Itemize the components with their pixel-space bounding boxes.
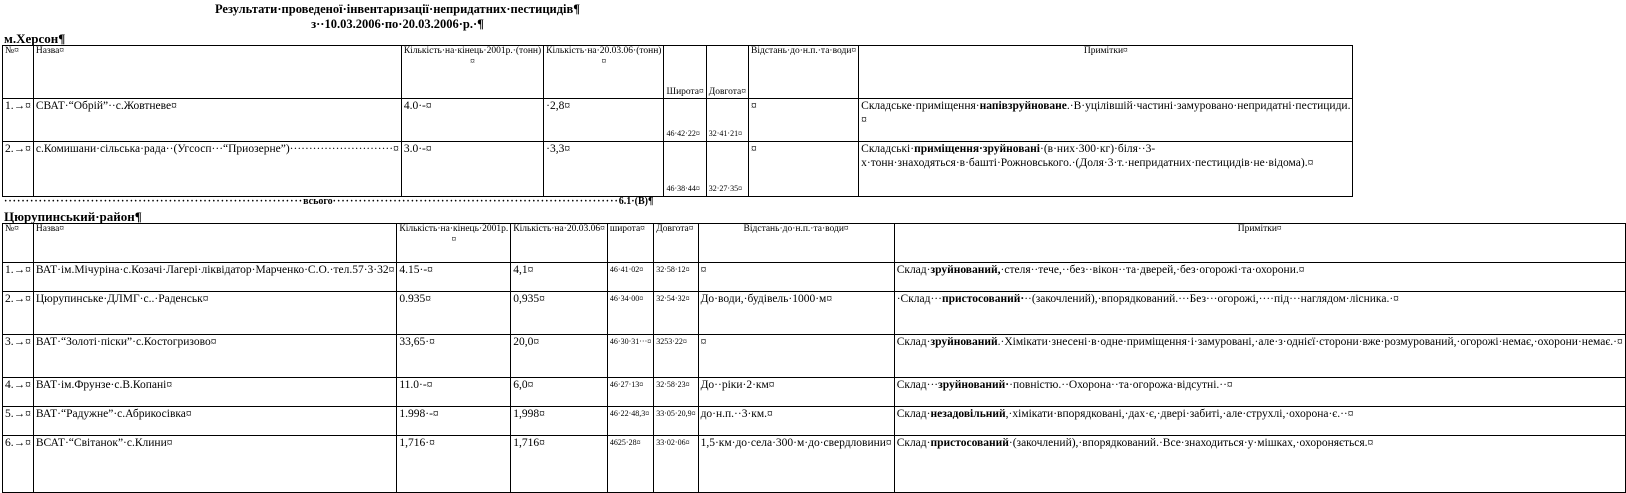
total-dots: ··································································: [332, 196, 619, 207]
row-number: 2.→¤: [3, 142, 34, 197]
row-qty-2001: 0.935¤: [397, 292, 511, 335]
row-qty-2001: 4.15·-¤: [397, 263, 511, 292]
row-name: СВАТ·“Обрій”··с.Жовтневе¤: [33, 99, 401, 142]
header-name: Назва¤: [33, 46, 401, 99]
row-longitude: 33·05·20,9¤: [654, 407, 698, 436]
row-distance: до·н.п.··3·км.¤: [698, 407, 894, 436]
row-notes: Склад·незадовільний,·хімікати·впорядковані,·дах·є,·двері·забиті,·але·струхлі,·охорона·є.··¤: [894, 407, 1625, 436]
row-longitude: 32·27·35¤: [706, 142, 748, 197]
table-row: [3, 99, 1353, 142]
row-notes: Склад·зруйнований,·стеля··тече,··без··вікон··та·дверей,·без·огорожі·та·охорони.¤: [894, 263, 1625, 292]
header-notes: Примітки¤: [859, 46, 1353, 99]
row-number: 6.→¤: [3, 436, 34, 493]
row-name: ВАТ·“Радужне”·с.Абрикосівка¤: [33, 407, 396, 436]
header-latitude: широта¤: [607, 224, 653, 263]
row-number: 1.→¤: [3, 99, 34, 142]
row-qty-2006: 6,0¤: [511, 378, 608, 407]
header-distance: Відстань·до·н.п.·та·води¤: [698, 224, 894, 263]
row-notes: Склад·зруйнований.·Хімікати·знесені·в·одне·приміщення·і·замуровані,·але·з·однієї·сторони·вже·розмурований,·огорожі·немає,·охорони·немає.·¤: [894, 335, 1625, 378]
row-latitude: 46·22·48,3¤: [607, 407, 653, 436]
table-row: [3, 263, 1626, 292]
total-label: всього: [303, 196, 333, 207]
row-name: ВАТ·ім.Фрунзе·с.В.Копані¤: [33, 378, 396, 407]
row-qty-2006: ·2,8¤: [544, 99, 664, 142]
row-longitude: 32·54·32¤: [654, 292, 698, 335]
row-longitude: 3253·22¤: [654, 335, 698, 378]
table-row: [3, 436, 1626, 493]
header-qty-2006: Кількість·на·20.03.06·(тонн)¤: [544, 46, 664, 99]
row-distance: До··ріки·2·км¤: [698, 378, 894, 407]
table-header-row: [3, 224, 1626, 263]
table-row: [3, 292, 1626, 335]
header-qty-2001: Кількість·на·кінець·2001р.·(тонн)¤: [401, 46, 543, 99]
section-heading-kherson: м.Херсон¶: [4, 31, 66, 46]
row-qty-2001: 11.0·-¤: [397, 378, 511, 407]
row-notes: Склад···зруйнований··повністю.··Охорона··та·огорожа·відсутні.··¤: [894, 378, 1625, 407]
row-number: 5.→¤: [3, 407, 34, 436]
header-number: №¤: [3, 46, 34, 99]
header-latitude: Широта¤: [664, 46, 706, 99]
row-number: 3.→¤: [3, 335, 34, 378]
row-distance: ¤: [749, 142, 859, 197]
row-qty-2006: 0,935¤: [511, 292, 608, 335]
row-longitude: 32·58·12¤: [654, 263, 698, 292]
tsiurupynsk-table: [2, 223, 1626, 493]
row-distance: ¤: [698, 263, 894, 292]
table-header-row: [3, 46, 1353, 99]
row-latitude: 46·41·02¤: [607, 263, 653, 292]
row-name: ВАТ·ім.Мічуріна·с.Козачі·Лагері·ліквідатор·Марченко·С.О.·тел.57·3·32¤: [33, 263, 396, 292]
row-distance: ¤: [698, 335, 894, 378]
row-name: с.Комишани·сільська·рада··(Угсосп···“Приозерне”)···························¤: [33, 142, 401, 197]
header-qty-2006: Кількість·на·20.03.06¤: [511, 224, 608, 263]
total-line: [4, 196, 792, 207]
row-latitude: 46·38·44¤: [664, 142, 706, 197]
row-qty-2001: 3.0·-¤: [401, 142, 543, 197]
row-latitude: 4625·28¤: [607, 436, 653, 493]
total-value: 6.1·(В)¶: [618, 196, 654, 207]
row-notes: Складське·приміщення·напівзруйноване.·В·уцілівшій·частині·замуровано·непридатні·пестициди.¤: [859, 99, 1353, 142]
row-qty-2006: ·3,3¤: [544, 142, 664, 197]
header-name: Назва¤: [33, 224, 396, 263]
table-row: [3, 378, 1626, 407]
row-number: 1.→¤: [3, 263, 34, 292]
row-notes: ·Склад···пристосований···(закочлений),·впорядкований.···Без···огорожі,····під···наглядом·лісника.·¤: [894, 292, 1625, 335]
table-row: [3, 142, 1353, 197]
row-name: Цюрупинське·ДЛМГ·с..·Раденськ¤: [33, 292, 396, 335]
document-title-line-2: з··10.03.2006·по·20.03.2006·р.·¶: [311, 17, 484, 31]
row-qty-2006: 4,1¤: [511, 263, 608, 292]
row-longitude: 32·41·21¤: [706, 99, 748, 142]
kherson-table: [2, 45, 1353, 197]
row-latitude: 46·27·13¤: [607, 378, 653, 407]
row-notes: Склад·пристосований·(закочлений),·впорядкований.·Все·знаходиться·у·мішках,·охороняється.¤: [894, 436, 1625, 493]
row-latitude: 46·30·31···¤: [607, 335, 653, 378]
total-dots: ·····································································: [4, 196, 304, 207]
header-longitude: Довгота¤: [706, 46, 748, 99]
row-qty-2001: 1,716·¤: [397, 436, 511, 493]
header-notes: Примітки¤: [894, 224, 1625, 263]
table-row: [3, 407, 1626, 436]
document-title-line-1: Результати·проведеної·інвентаризації·непридатних·пестицидів¶: [214, 2, 581, 16]
row-qty-2001: 33,65·¤: [397, 335, 511, 378]
row-qty-2001: 4.0·-¤: [401, 99, 543, 142]
row-qty-2006: 1,716¤: [511, 436, 608, 493]
row-distance: До·води,·будівель·1000·м¤: [698, 292, 894, 335]
row-longitude: 33·02·06¤: [654, 436, 698, 493]
row-number: 2.→¤: [3, 292, 34, 335]
row-distance: 1,5·км·до·села·300·м·до·свердловини¤: [698, 436, 894, 493]
row-qty-2001: 1.998·-¤: [397, 407, 511, 436]
row-latitude: 46·34·00¤: [607, 292, 653, 335]
row-notes: Складські·приміщення·зруйновані·(в·них·300·кг)·біля··3-х·тонн·знаходяться·в·башті·Рожновського.·(Доля·3·т.·непридатних·пестицидів·не·відома).¤: [859, 142, 1353, 197]
row-distance: ¤: [749, 99, 859, 142]
row-longitude: 32·58·23¤: [654, 378, 698, 407]
header-number: №¤: [3, 224, 34, 263]
row-qty-2006: 1,998¤: [511, 407, 608, 436]
row-latitude: 46·42·22¤: [664, 99, 706, 142]
table-row: [3, 335, 1626, 378]
header-qty-2001: Кількість·на·кінець·2001р.¤: [397, 224, 511, 263]
row-qty-2006: 20,0¤: [511, 335, 608, 378]
row-name: ВАТ·“Золоті·піски”·с.Костогризово¤: [33, 335, 396, 378]
row-number: 4.→¤: [3, 378, 34, 407]
section-heading-tsiurupynsk: Цюрупинський·район¶: [4, 209, 142, 224]
header-longitude: Довгота¤: [654, 224, 698, 263]
row-name: ВСАТ·“Світанок”·с.Клини¤: [33, 436, 396, 493]
header-distance: Відстань·до·н.п.·та·води¤: [749, 46, 859, 99]
